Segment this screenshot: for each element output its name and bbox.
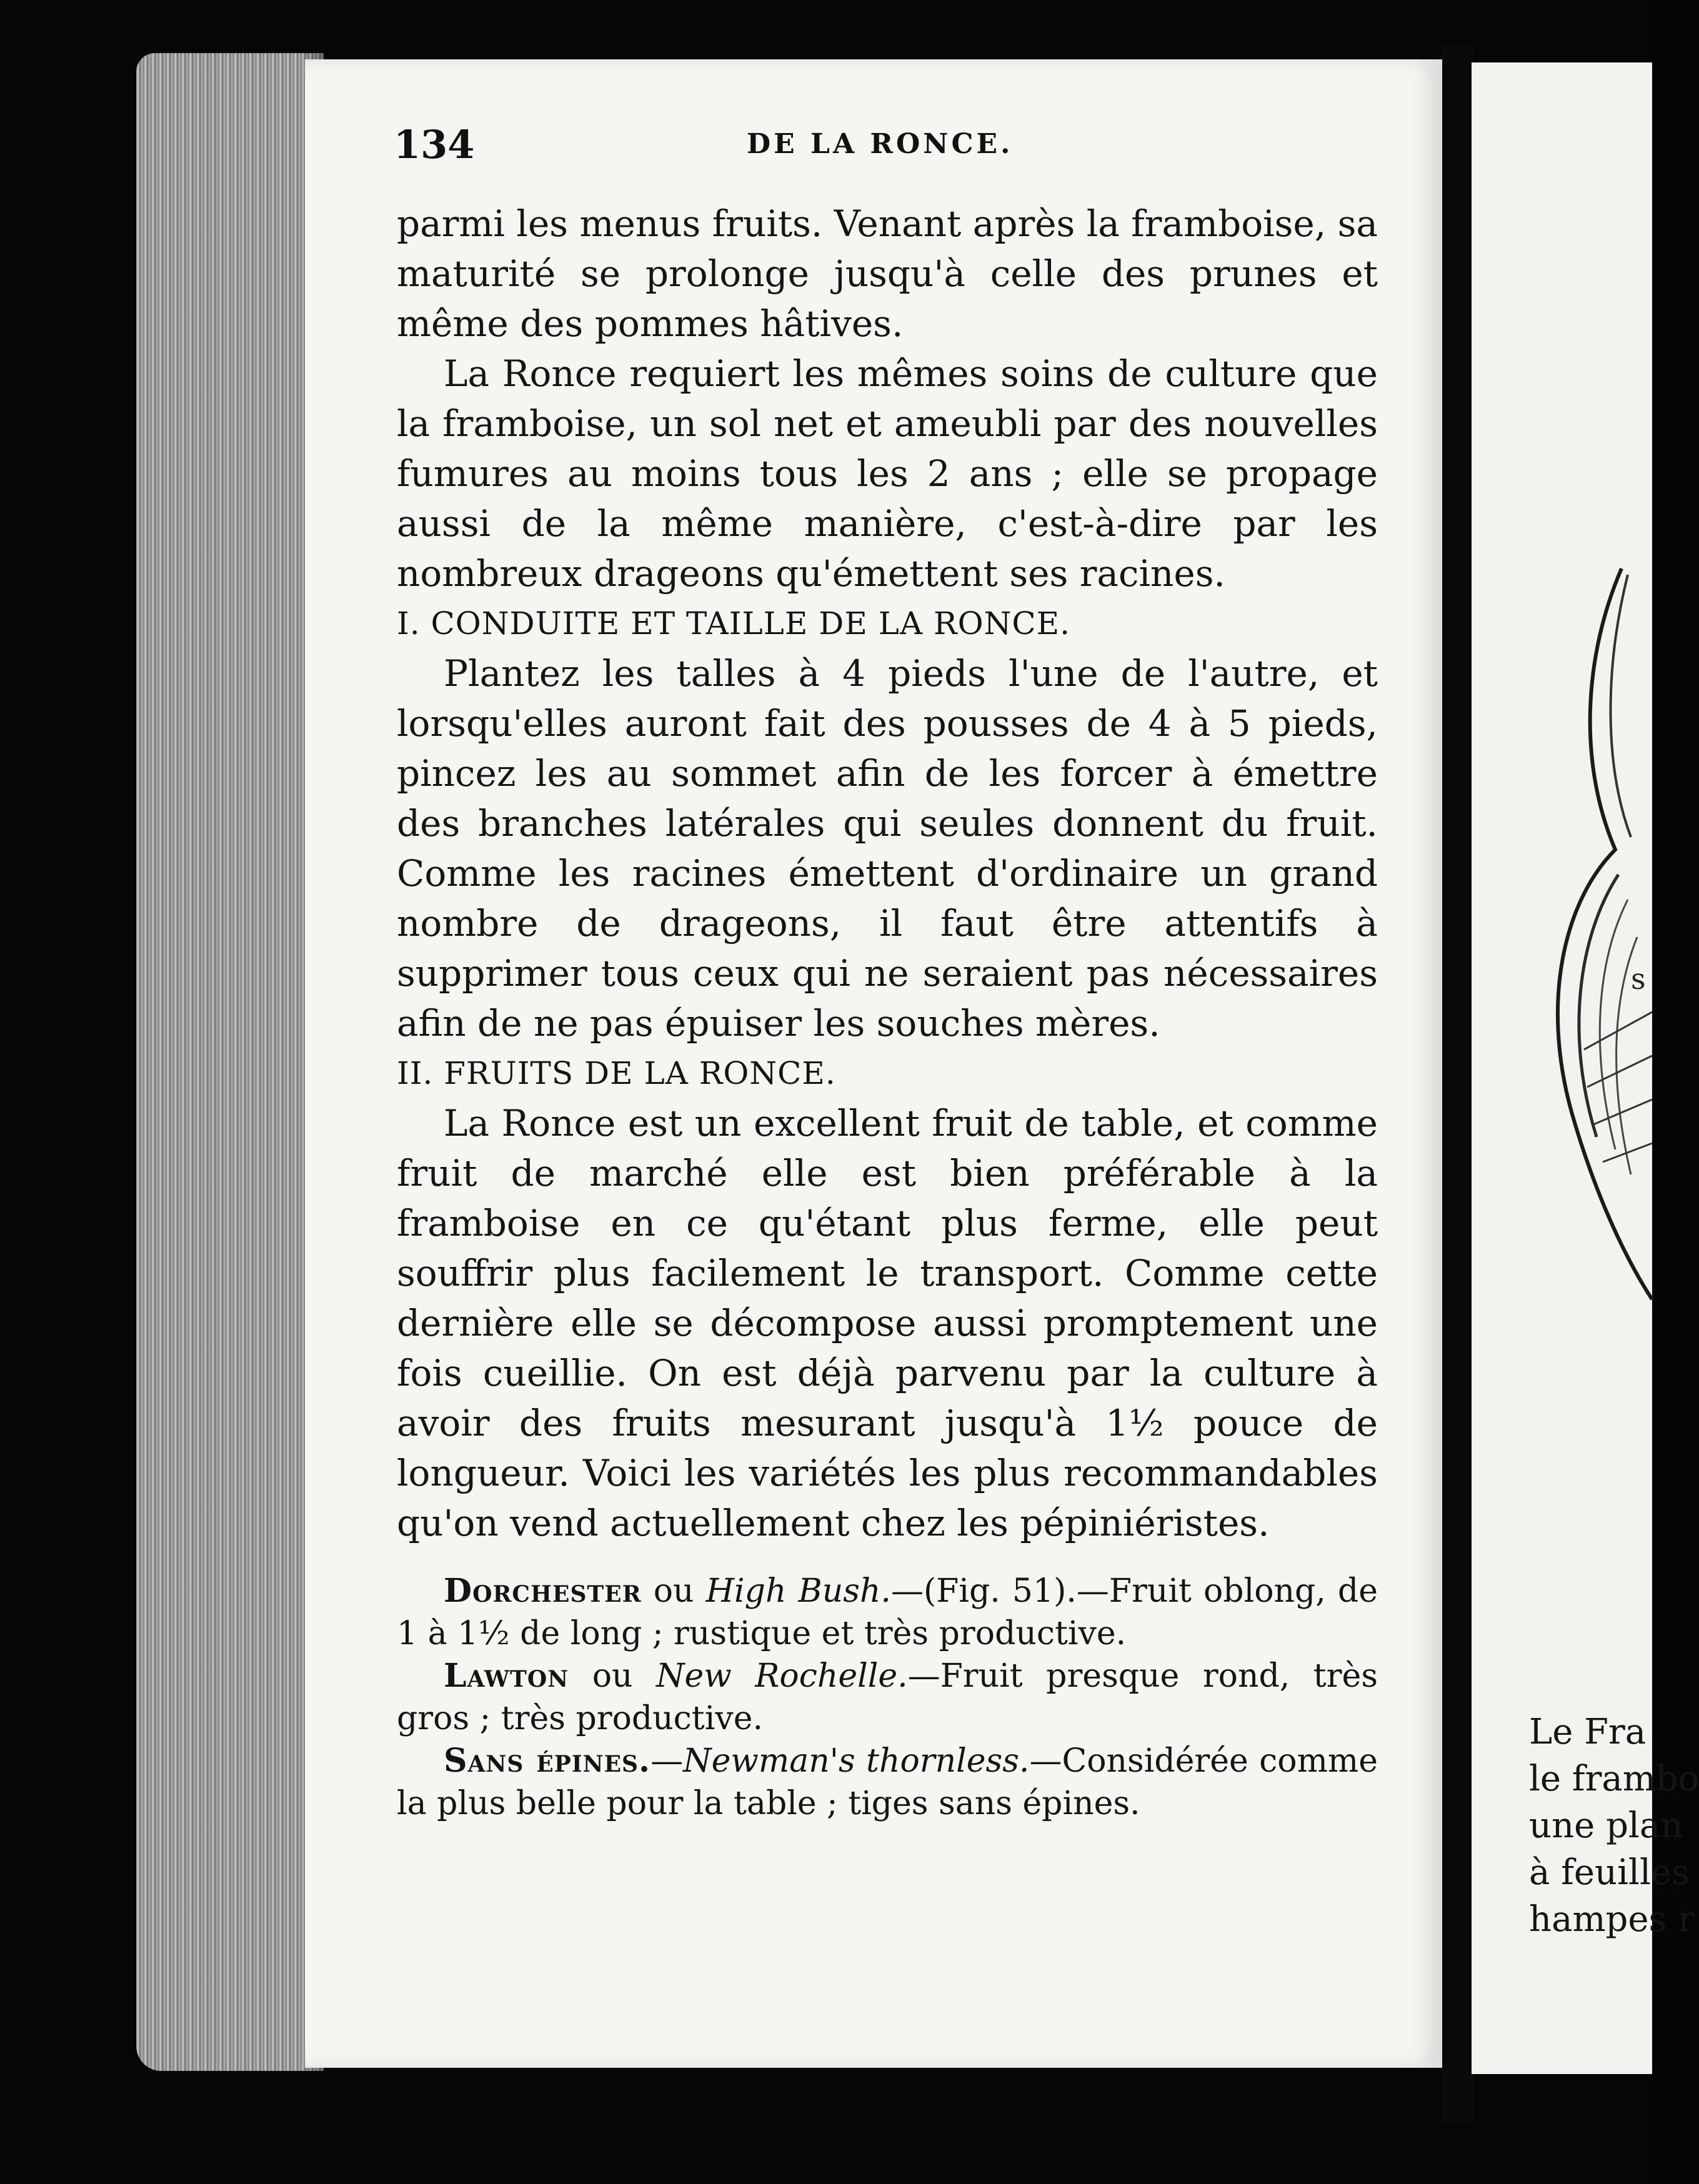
right-page-line: le frambo bbox=[1529, 1759, 1699, 1799]
section-heading-1: I. CONDUITE ET TAILLE DE LA RONCE. bbox=[397, 605, 1070, 642]
variety-synonym: New Rochelle. bbox=[656, 1657, 908, 1695]
book-page-edges bbox=[136, 53, 324, 2071]
variety-connector: ou bbox=[569, 1657, 656, 1695]
variety-connector: ou bbox=[641, 1572, 706, 1610]
right-page bbox=[1472, 62, 1699, 2074]
right-page-line: Le Fra bbox=[1529, 1712, 1647, 1752]
variety-name: Dorchester bbox=[444, 1572, 642, 1610]
section-heading-2: II. FRUITS DE LA RONCE. bbox=[397, 1055, 836, 1091]
page-number: 134 bbox=[394, 122, 475, 167]
leaf-illustration bbox=[1472, 500, 1652, 1437]
right-page-line: hampes r bbox=[1529, 1899, 1695, 1940]
paragraph-intro-2: La Ronce requiert les mêmes soins de culture que la framboise, un sol net et ameubli par des nouvelles fumures au moins tous les 2 ans ; elle se propage aussi de la même manière, c'est-à-dire par les nombreux drageons qu'émettent ses racines. bbox=[397, 352, 1378, 595]
right-page-line: une plan bbox=[1529, 1805, 1683, 1846]
stray-letter: s bbox=[1631, 962, 1646, 996]
variety-connector: — bbox=[650, 1742, 684, 1780]
variety-name: Lawton bbox=[444, 1657, 569, 1695]
section-2-text: La Ronce est un excellent fruit de table, et comme fruit de marché elle est bien préférable à la framboise en ce qu'étant plus ferme, elle peut souffrir plus facilement le transport. Comme cette dernière elle se décompose aussi promptement une fois cueillie. On est déjà parvenu par la culture à avoir des fruits mesurant jusqu'à 1½ pouce de longueur. Voici les variétés les plus recommandables qu'on vend actuellement chez les pépiniéristes. bbox=[397, 1102, 1378, 1544]
variety-entry-sans-epines bbox=[397, 1740, 1378, 1825]
variety-entry-lawton bbox=[397, 1655, 1378, 1740]
variety-list bbox=[397, 1570, 1378, 1825]
right-page-line: à feuilles bbox=[1529, 1852, 1690, 1893]
variety-description: —Considérée comme la plus belle pour la table ; tiges sans épines. bbox=[397, 1742, 1378, 1822]
left-page-body bbox=[397, 199, 1378, 1825]
variety-entry-dorchester bbox=[397, 1570, 1378, 1655]
variety-name: Sans épines. bbox=[444, 1742, 651, 1780]
book-gutter bbox=[1442, 44, 1473, 2124]
section-1-text: Plantez les talles à 4 pieds l'une de l'autre, et lorsqu'elles auront fait des pousses de 4 à 5 pieds, pincez les au sommet afin de les forcer à émettre des branches latérales qui seules donnent du fruit. Comme les racines émettent d'ordinaire un grand nombre de drageons, il faut être attentifs à supprimer tous ceux qui ne seraient pas nécessaires afin de ne pas épuiser les souches mères. bbox=[397, 652, 1378, 1045]
variety-description: —Fruit presque rond, très gros ; très productive. bbox=[397, 1657, 1378, 1737]
running-head bbox=[394, 122, 1368, 166]
running-title: DE LA RONCE. bbox=[747, 128, 1014, 160]
variety-description: —(Fig. 51).—Fruit oblong, de 1 à 1½ de long ; rustique et très productive. bbox=[397, 1572, 1378, 1652]
paragraph-intro-1: parmi les menus fruits. Venant après la framboise, sa maturité se prolonge jusqu'à celle des prunes et même des pommes hâtives. bbox=[397, 202, 1378, 345]
variety-synonym: Newman's thornless. bbox=[683, 1742, 1030, 1780]
variety-synonym: High Bush. bbox=[705, 1572, 891, 1610]
